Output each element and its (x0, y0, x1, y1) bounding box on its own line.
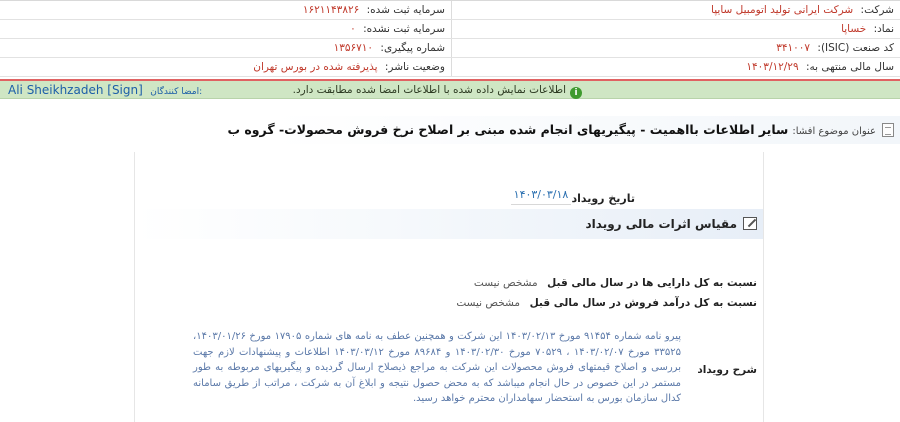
notice-message (293, 81, 582, 99)
signers-label: امضا کنندگان: (150, 87, 203, 97)
unregistered-capital-cell (5, 20, 445, 39)
column-divider (451, 20, 452, 38)
subject-label: عنوان موضوع افشا: (792, 126, 876, 137)
info-row-company (0, 1, 900, 20)
column-divider (451, 58, 452, 76)
info-row-fiscal-year (0, 58, 900, 77)
isic-value: ۳۴۱۰۰۷ (776, 42, 811, 54)
company-value[interactable]: شرکت ایرانی تولید اتومبیل سایپا (711, 4, 854, 16)
event-date-value: ۱۴۰۳/۰۳/۱۸ (511, 188, 571, 205)
company-cell (456, 1, 894, 20)
isic-cell (456, 39, 894, 58)
publisher-status-label: وضعیت ناشر: (384, 61, 445, 73)
tracking-value: ۱۳۵۶۷۱۰ (333, 42, 374, 54)
event-description-text: پیرو نامه شماره ۹۱۴۵۴ مورخ ۱۴۰۳/۰۲/۱۳ این شرکت و همچنین عطف به نامه های شماره ۱۷۹۰۵ مورخ ۱۴۰۳/۰۱/۲۶، ۳۳۵۲۵ مورخ ۱۴۰۳/۰۲/۰۷ ، ۷۰۵۲۹ مورخ ۱۴۰۳/۰۲/۳۰ و ۸۹۶۸۴ مورخ ۱۴۰۳/۰۳/۱۲ اطلاعات و پیشنهادات لازم جهت بررسی و اصلاح قیمتهای فروش محصولات این شرکت به مراجع ذیصلاح ارسال گردیده و پیگیریهای مربوطه به طور مستمر در این خصوص در حال انجام میباشد که به محض حصول نتیجه و ابلاغ آن به شرکت ، مراتب از طریق سامانه کدال سازمان بورس به استحضار سهامداران محترم خواهد رسید. (193, 331, 682, 404)
fiscal-year-value: ۱۴۰۳/۱۲/۲۹ (746, 61, 799, 73)
document-icon (882, 123, 894, 137)
sales-ratio-value: مشخص نیست (456, 297, 521, 309)
signers (8, 81, 202, 99)
info-row-symbol (0, 20, 900, 39)
fiscal-year-label: سال مالی منتهی به: (805, 61, 894, 73)
column-divider (451, 1, 452, 19)
financial-impact-section-header (135, 209, 763, 239)
disclosure-subject (227, 116, 894, 144)
symbol-cell (456, 20, 894, 39)
sales-ratio-row (456, 296, 757, 309)
publisher-status-cell (5, 58, 445, 77)
assets-ratio-value: مشخص نیست (473, 277, 538, 289)
edit-icon (743, 217, 757, 230)
registered-capital-cell (5, 1, 445, 20)
sales-ratio-label: نسبت به کل درآمد فروش در سال مالی قبل (529, 297, 757, 309)
section-title (586, 209, 757, 239)
registered-capital-label: سرمایه ثبت شده: (366, 4, 445, 16)
event-description-label: شرح رویداد (697, 364, 757, 376)
info-row-isic (0, 39, 900, 58)
company-info-table (0, 0, 900, 78)
tracking-cell (5, 39, 445, 58)
subject-band (0, 116, 900, 144)
column-divider (451, 39, 452, 57)
registered-capital-value: ۱۶۲۱۱۴۳۸۲۶ (302, 4, 360, 16)
assets-ratio-row (474, 276, 757, 289)
assets-ratio-label: نسبت به کل دارایی ها در سال مالی قبل (547, 277, 757, 289)
isic-label: کد صنعت (ISIC): (817, 42, 894, 54)
symbol-label: نماد: (873, 23, 894, 35)
info-icon: i (570, 87, 582, 99)
signer-link[interactable]: Ali Sheikhzadeh [Sign] (8, 83, 143, 97)
unregistered-capital-value: ۰ (350, 23, 356, 35)
event-date-label: تاریخ رویداد (571, 192, 635, 205)
section-title-text: مقیاس اثرات مالی رویداد (585, 217, 737, 231)
tracking-label: شماره پیگیری: (380, 42, 445, 54)
publisher-status-value: پذیرفته شده در بورس تهران (253, 61, 378, 73)
event-panel (134, 152, 764, 422)
subject-title: سایر اطلاعات بااهمیت - پیگیریهای انجام شده مبنی بر اصلاح نرخ فروش محصولات- گروه ب (227, 122, 789, 137)
unregistered-capital-label: سرمایه ثبت نشده: (363, 23, 445, 35)
notice-text: اطلاعات نمایش داده شده با اطلاعات امضا شده مطابقت دارد. (292, 84, 566, 96)
symbol-value[interactable]: خساپا (841, 23, 867, 35)
company-label: شرکت: (860, 4, 894, 16)
signature-notice-bar (0, 81, 900, 99)
fiscal-year-cell (456, 58, 894, 77)
